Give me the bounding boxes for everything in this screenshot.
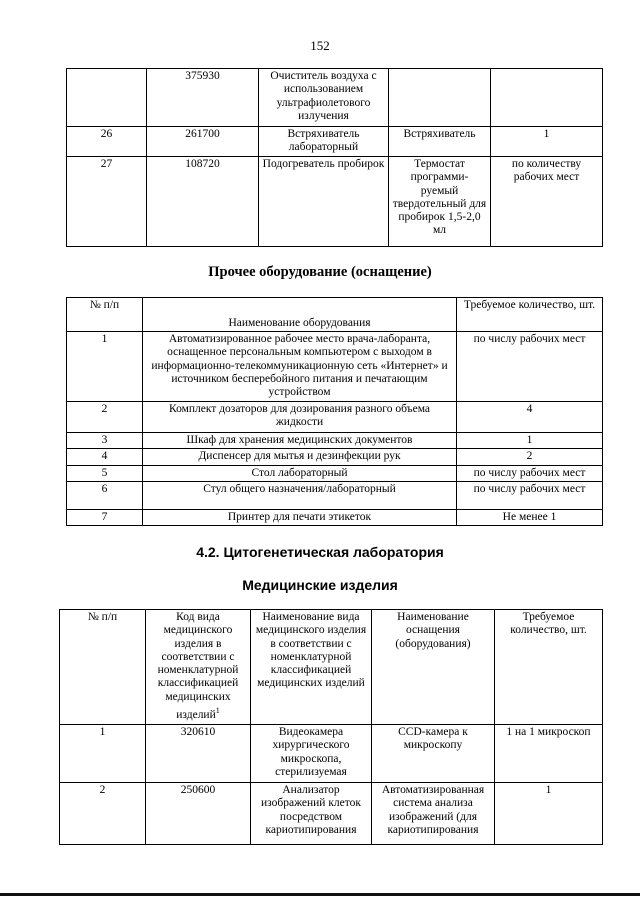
- section-heading-other-equipment: Прочее оборудование (оснащение): [208, 264, 432, 280]
- header-quantity: Требуемое количество, шт.: [495, 610, 603, 725]
- table-row: [67, 449, 603, 465]
- equipment-name: Диспенсер для мытья и дезинфекции рук: [143, 449, 457, 465]
- row-number: 2: [67, 402, 143, 433]
- header-quantity: Требуемое количество, шт.: [457, 298, 603, 332]
- other-equipment-table: [66, 297, 603, 526]
- device-code: 261700: [147, 127, 259, 157]
- table-row: [60, 725, 603, 783]
- table-header-row: [67, 298, 603, 332]
- equipment-name: [389, 69, 491, 127]
- row-number: 26: [67, 127, 147, 157]
- row-number: 6: [67, 481, 143, 509]
- header-device-code-text: Код вида медицинского изделия в соответствии с номенклатурной классификацией медицинских изделий: [157, 611, 239, 721]
- required-quantity: [491, 69, 603, 127]
- row-number: 3: [67, 433, 143, 449]
- table-row: [67, 332, 603, 402]
- table-row: [60, 783, 603, 845]
- device-name: Очиститель воздуха с использованием ультрафиолетового излучения: [259, 69, 389, 127]
- table-row: [67, 402, 603, 433]
- device-code: 108720: [147, 157, 259, 247]
- header-device-name: Наименование вида медицинского изделия в соответствии с номенклатурной классификацией медицинских изделий: [251, 610, 372, 725]
- cytogenetic-devices-table: [59, 609, 603, 845]
- table-row: [67, 127, 603, 157]
- equipment-name: Встряхиватель: [389, 127, 491, 157]
- table-row: [67, 465, 603, 481]
- table-row: [67, 433, 603, 449]
- header-number: № п/п: [60, 610, 146, 725]
- required-quantity: по числу рабочих мест: [457, 465, 603, 481]
- equipment-name: Шкаф для хранения медицинских документов: [143, 433, 457, 449]
- equipment-name: Автоматизированная система анализа изображений (для кариотипирования: [372, 783, 495, 845]
- table-header-row: [60, 610, 603, 725]
- table-row: [67, 157, 603, 247]
- scan-bottom-edge: [0, 893, 640, 896]
- table-row: [67, 481, 603, 509]
- row-number: 7: [67, 509, 143, 525]
- required-quantity: 1: [491, 127, 603, 157]
- device-name: Встряхиватель лабораторный: [259, 127, 389, 157]
- header-equipment-name: Наименование оборудования: [143, 298, 457, 332]
- header-number: № п/п: [67, 298, 143, 332]
- table-row: [67, 69, 603, 127]
- device-name: Анализатор изображений клеток посредством кариотипирования: [251, 783, 372, 845]
- required-quantity: Не менее 1: [457, 509, 603, 525]
- required-quantity: 2: [457, 449, 603, 465]
- row-number: 1: [67, 332, 143, 402]
- device-name: Подогреватель пробирок: [259, 157, 389, 247]
- row-number: [67, 69, 147, 127]
- required-quantity: 1 на 1 микроскоп: [495, 725, 603, 783]
- row-number: 1: [60, 725, 146, 783]
- row-number: 5: [67, 465, 143, 481]
- table-row: [67, 509, 603, 525]
- footnote-marker: 1: [215, 706, 220, 716]
- device-name: Видеокамера хирургического микроскопа, стерилизуемая: [251, 725, 372, 783]
- medical-devices-table-continued: [66, 68, 603, 247]
- required-quantity: по количеству рабочих мест: [491, 157, 603, 247]
- required-quantity: по числу рабочих мест: [457, 481, 603, 509]
- equipment-name: CCD-камера к микроскопу: [372, 725, 495, 783]
- required-quantity: 1: [457, 433, 603, 449]
- equipment-name: Стол лабораторный: [143, 465, 457, 481]
- row-number: 27: [67, 157, 147, 247]
- equipment-name: Принтер для печати этикеток: [143, 509, 457, 525]
- row-number: 4: [67, 449, 143, 465]
- section-heading-cytogenetic-lab: 4.2. Цитогенетическая лаборатория: [196, 544, 444, 560]
- required-quantity: 4: [457, 402, 603, 433]
- device-code: 320610: [146, 725, 251, 783]
- equipment-name: Стул общего назначения/лабораторный: [143, 481, 457, 509]
- subheading-medical-devices: Медицинские изделия: [242, 577, 398, 593]
- device-code: 375930: [147, 69, 259, 127]
- header-device-code: [146, 610, 251, 725]
- header-equipment-name: Наименование оснащения (оборудования): [372, 610, 495, 725]
- required-quantity: 1: [495, 783, 603, 845]
- equipment-name: Автоматизированное рабочее место врача-лаборанта, оснащенное персональным компьютером с выходом в информационно-телекоммуникационную сеть «Интернет» и источником бесперебойного питания и печатающим устройством: [143, 332, 457, 402]
- device-code: 250600: [146, 783, 251, 845]
- equipment-name: Комплект дозаторов для дозирования разного объема жидкости: [143, 402, 457, 433]
- required-quantity: по числу рабочих мест: [457, 332, 603, 402]
- row-number: 2: [60, 783, 146, 845]
- page-number: 152: [310, 38, 330, 53]
- equipment-name: Термостат программи-руемый твердотельный для пробирок 1,5-2,0 мл: [389, 157, 491, 247]
